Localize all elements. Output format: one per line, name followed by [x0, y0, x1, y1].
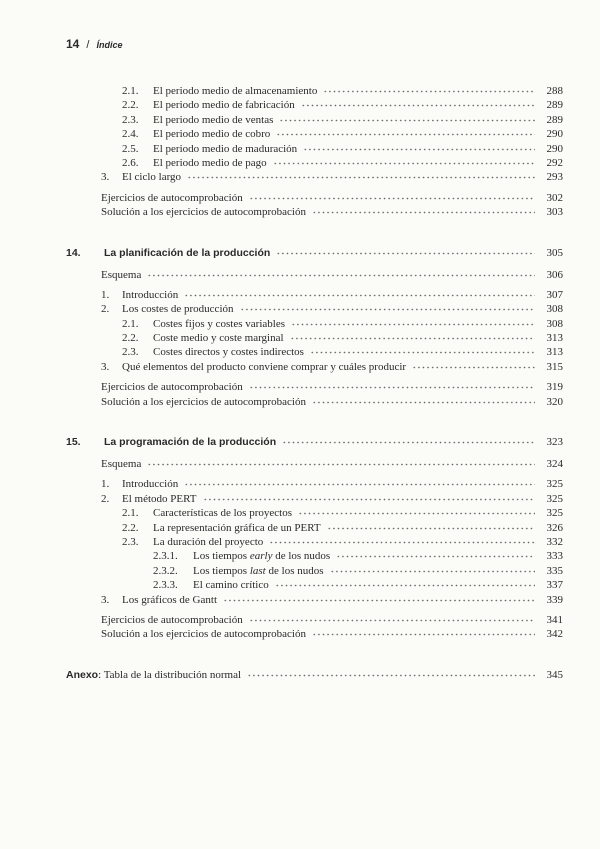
dot-leader	[249, 191, 535, 200]
entry-number: 2.4.	[122, 128, 139, 141]
toc-entry[interactable]	[0, 360, 600, 374]
entry-title-text: Esquema	[101, 268, 142, 281]
entry-title-text: El periodo medio de pago	[153, 156, 267, 169]
page-number: 333	[546, 550, 563, 563]
toc-entry[interactable]	[0, 395, 600, 409]
toc-group	[0, 477, 600, 607]
dot-leader	[412, 360, 535, 369]
dot-leader	[203, 492, 535, 501]
toc-entry[interactable]	[0, 317, 600, 331]
entry-title	[122, 492, 197, 506]
annex-colon: :	[98, 668, 102, 681]
page-number: 290	[546, 128, 563, 141]
entry-title	[101, 191, 243, 205]
toc-entry[interactable]	[0, 84, 600, 98]
toc-entry[interactable]	[0, 492, 600, 506]
toc-group	[0, 457, 600, 471]
dot-leader	[184, 288, 535, 297]
entry-title-text: El periodo medio de fabricación	[153, 99, 295, 112]
toc-entry[interactable]	[0, 380, 600, 394]
entry-title	[122, 288, 178, 302]
entry-title	[122, 477, 178, 491]
entry-title	[122, 170, 181, 184]
entry-title-text: Los tiempos	[193, 550, 250, 563]
entry-number: 3.	[101, 360, 110, 373]
entry-title	[153, 506, 292, 520]
dot-leader	[291, 317, 535, 326]
toc-group	[0, 288, 600, 374]
toc-entry[interactable]	[0, 564, 600, 578]
toc-entry[interactable]	[0, 331, 600, 345]
toc-entry[interactable]	[0, 593, 600, 607]
toc-entry[interactable]	[0, 302, 600, 316]
page-number: 313	[546, 332, 563, 345]
toc-group	[0, 613, 600, 642]
entry-number: 2.3.	[122, 535, 139, 548]
entry-title-text: Coste medio y coste marginal	[153, 332, 284, 345]
page-number: 342	[546, 628, 563, 641]
entry-title	[153, 127, 270, 141]
toc-group	[0, 268, 600, 282]
entry-title	[193, 578, 269, 592]
dot-leader	[276, 246, 535, 255]
toc-chapter-block	[0, 246, 600, 410]
page-number: 288	[546, 85, 563, 97]
page-number: 345	[546, 668, 563, 681]
toc-entry[interactable]	[0, 288, 600, 302]
entry-title-rest: de los nudos	[265, 564, 324, 577]
page-number: 339	[546, 593, 563, 606]
entry-number: 2.1.	[122, 507, 139, 520]
header-title: Índice	[96, 40, 123, 50]
entry-title-text: Introducción	[122, 288, 179, 301]
dot-leader	[147, 457, 535, 466]
dot-leader	[249, 613, 535, 622]
entry-title	[101, 613, 243, 627]
toc-chapter-block	[0, 84, 600, 220]
toc-entry[interactable]	[0, 345, 600, 359]
entry-title-text: Solución a los ejercicios de autocomprobación	[101, 628, 306, 641]
page-number: 289	[546, 113, 563, 126]
entry-number: 1.	[101, 478, 110, 491]
entry-title-text: Solución a los ejercicios de autocomprobación	[101, 395, 306, 408]
entry-number: 2.6.	[122, 156, 139, 169]
dot-leader	[282, 435, 535, 444]
entry-number: 2.1.	[122, 85, 139, 97]
page-number: 325	[546, 492, 563, 505]
toc-group	[0, 380, 600, 409]
entry-title	[122, 360, 406, 374]
entry-number: 3.	[101, 171, 110, 184]
annex-label: Anexo	[66, 668, 99, 681]
toc-entry[interactable]	[0, 506, 600, 520]
entry-title-text: El periodo medio de almacenamiento	[153, 85, 318, 97]
page-number: 326	[546, 521, 563, 534]
toc-entry[interactable]	[0, 578, 600, 592]
entry-title	[153, 113, 273, 127]
page-number: 302	[546, 191, 563, 204]
entry-title-text: Qué elementos del producto conviene comprar y cuáles producir	[122, 360, 407, 373]
entry-title	[153, 98, 295, 112]
entry-number: 3.	[101, 593, 110, 606]
toc-entry[interactable]	[0, 191, 600, 205]
entry-number: 2.2.	[122, 332, 139, 345]
chapter-number: 15.	[66, 436, 81, 449]
annex-entry[interactable]	[0, 668, 600, 682]
entry-title	[101, 395, 306, 409]
entry-title	[122, 302, 234, 316]
toc-entry[interactable]	[0, 457, 600, 471]
annex-title	[66, 668, 241, 682]
entry-title	[153, 156, 267, 170]
dot-leader	[327, 521, 535, 530]
entry-title-text: El camino crítico	[193, 579, 269, 592]
entry-title-text: El periodo medio de ventas	[153, 113, 274, 126]
entry-number: 2.	[101, 492, 110, 505]
entry-number: 2.3.1.	[153, 550, 178, 563]
entry-number: 2.2.	[122, 99, 139, 112]
entry-title-text: Los gráficos de Gantt	[122, 593, 217, 606]
dot-leader	[247, 668, 535, 677]
page-number: 289	[546, 99, 563, 112]
page-number: 319	[546, 381, 563, 394]
page-number: 337	[546, 579, 563, 592]
entry-number: 2.3.3.	[153, 579, 178, 592]
entry-number: 2.	[101, 303, 110, 316]
entry-title-text: El periodo medio de maduración	[153, 142, 298, 155]
page-number: 335	[546, 564, 563, 577]
entry-title-text: Introducción	[122, 478, 179, 491]
entry-title	[153, 535, 263, 549]
entry-title-text: Características de los proyectos	[153, 507, 292, 520]
dot-leader	[184, 477, 535, 486]
entry-number: 1.	[101, 288, 110, 301]
dot-leader	[310, 345, 535, 354]
entry-title	[153, 331, 284, 345]
entry-title-text: Costes directos y costes indirectos	[153, 346, 304, 359]
page-number: 293	[546, 171, 563, 184]
entry-title-text: Esquema	[101, 458, 142, 471]
page-number: 303	[546, 206, 563, 219]
entry-title	[193, 564, 324, 578]
entry-title-text: Solución a los ejercicios de autocomprobación	[101, 206, 306, 219]
dot-leader	[273, 156, 535, 165]
dot-leader	[269, 535, 535, 544]
dot-leader	[240, 302, 536, 311]
page-number: 324	[546, 458, 563, 471]
entry-title	[101, 205, 306, 219]
entry-title	[153, 142, 297, 156]
entry-title-text: La representación gráfica de un PERT	[153, 521, 321, 534]
entry-title	[101, 268, 141, 282]
entry-title	[153, 521, 321, 535]
toc-group	[0, 191, 600, 220]
page-number: 332	[546, 535, 563, 548]
toc-entry[interactable]	[0, 613, 600, 627]
page-number: 308	[546, 317, 563, 330]
entry-title	[101, 457, 141, 471]
entry-number: 2.5.	[122, 142, 139, 155]
page-number: 325	[546, 507, 563, 520]
entry-title	[101, 627, 306, 641]
toc-entry[interactable]	[0, 113, 600, 127]
entry-title	[153, 317, 285, 331]
dot-leader	[303, 142, 535, 151]
running-header	[66, 37, 123, 51]
entry-number: 2.3.	[122, 113, 139, 126]
page-number: 14	[66, 37, 80, 51]
toc-entry[interactable]	[0, 627, 600, 641]
toc-chapter-block	[0, 435, 600, 642]
dot-leader	[223, 593, 535, 602]
dot-leader	[298, 506, 535, 515]
page-number: 315	[546, 360, 563, 373]
page-number: 305	[546, 246, 563, 259]
page-number: 323	[546, 436, 563, 449]
page-number: 320	[546, 395, 563, 408]
toc-entry[interactable]	[0, 477, 600, 491]
entry-title-text: Costes fijos y costes variables	[153, 317, 285, 330]
toc-entry[interactable]	[0, 170, 600, 184]
entry-title-text: Los tiempos	[193, 564, 250, 577]
dot-leader	[147, 268, 535, 277]
dot-leader	[312, 395, 535, 404]
chapter-number: 14.	[66, 246, 81, 259]
toc-entry[interactable]	[0, 142, 600, 156]
toc-entry[interactable]	[0, 127, 600, 141]
page-number: 341	[546, 613, 563, 626]
table-of-contents	[0, 84, 600, 682]
entry-title-text: El periodo medio de cobro	[153, 128, 271, 141]
entry-title	[153, 345, 304, 359]
chapter-heading[interactable]	[0, 246, 600, 262]
dot-leader	[290, 331, 535, 340]
entry-number: 2.1.	[122, 317, 139, 330]
entry-title-text: Ejercicios de autocomprobación	[101, 381, 243, 394]
entry-title	[101, 380, 243, 394]
dot-leader	[276, 127, 535, 136]
page-number: 325	[546, 478, 563, 491]
entry-title-text: La duración del proyecto	[153, 535, 264, 548]
dot-leader	[336, 549, 535, 558]
chapter-title: La programación de la producción	[104, 436, 277, 449]
toc-entry[interactable]	[0, 205, 600, 219]
entry-title-rest: de los nudos	[272, 550, 331, 563]
toc-entry[interactable]	[0, 98, 600, 112]
entry-number: 2.3.2.	[153, 564, 178, 577]
dot-leader	[330, 564, 536, 573]
entry-title	[153, 84, 317, 98]
dot-leader	[187, 170, 535, 179]
toc-entry[interactable]	[0, 268, 600, 282]
entry-title	[193, 549, 330, 563]
toc-entry[interactable]	[0, 156, 600, 170]
toc-group	[0, 84, 600, 185]
dot-leader	[279, 113, 535, 122]
page-number: 306	[546, 268, 563, 281]
page-number: 308	[546, 303, 563, 316]
entry-title-text: Ejercicios de autocomprobación	[101, 613, 243, 626]
entry-title-text: Ejercicios de autocomprobación	[101, 191, 243, 204]
entry-number: 2.2.	[122, 521, 139, 534]
entry-number: 2.3.	[122, 346, 139, 359]
chapter-title: La planificación de la producción	[104, 246, 271, 259]
dot-leader	[323, 84, 535, 93]
chapter-heading[interactable]	[0, 435, 600, 451]
dot-leader	[301, 98, 535, 107]
header-separator: /	[86, 39, 90, 51]
entry-title-text: El ciclo largo	[122, 171, 182, 184]
entry-title-emphasis: last	[249, 564, 266, 577]
dot-leader	[249, 380, 535, 389]
toc-entry[interactable]	[0, 521, 600, 535]
dot-leader	[312, 627, 535, 636]
dot-leader	[312, 205, 535, 214]
page-number: 307	[546, 288, 563, 301]
entry-title-emphasis: early	[249, 550, 273, 563]
entry-title-text: Los costes de producción	[122, 303, 234, 316]
toc-entry[interactable]	[0, 535, 600, 549]
toc-entry[interactable]	[0, 549, 600, 563]
annex-title-text: Tabla de la distribución normal	[101, 668, 242, 681]
dot-leader	[275, 578, 535, 587]
page-number: 313	[546, 346, 563, 359]
page-number: 290	[546, 142, 563, 155]
entry-title	[122, 593, 217, 607]
entry-title-text: El método PERT	[122, 492, 197, 505]
page-number: 292	[546, 156, 563, 169]
